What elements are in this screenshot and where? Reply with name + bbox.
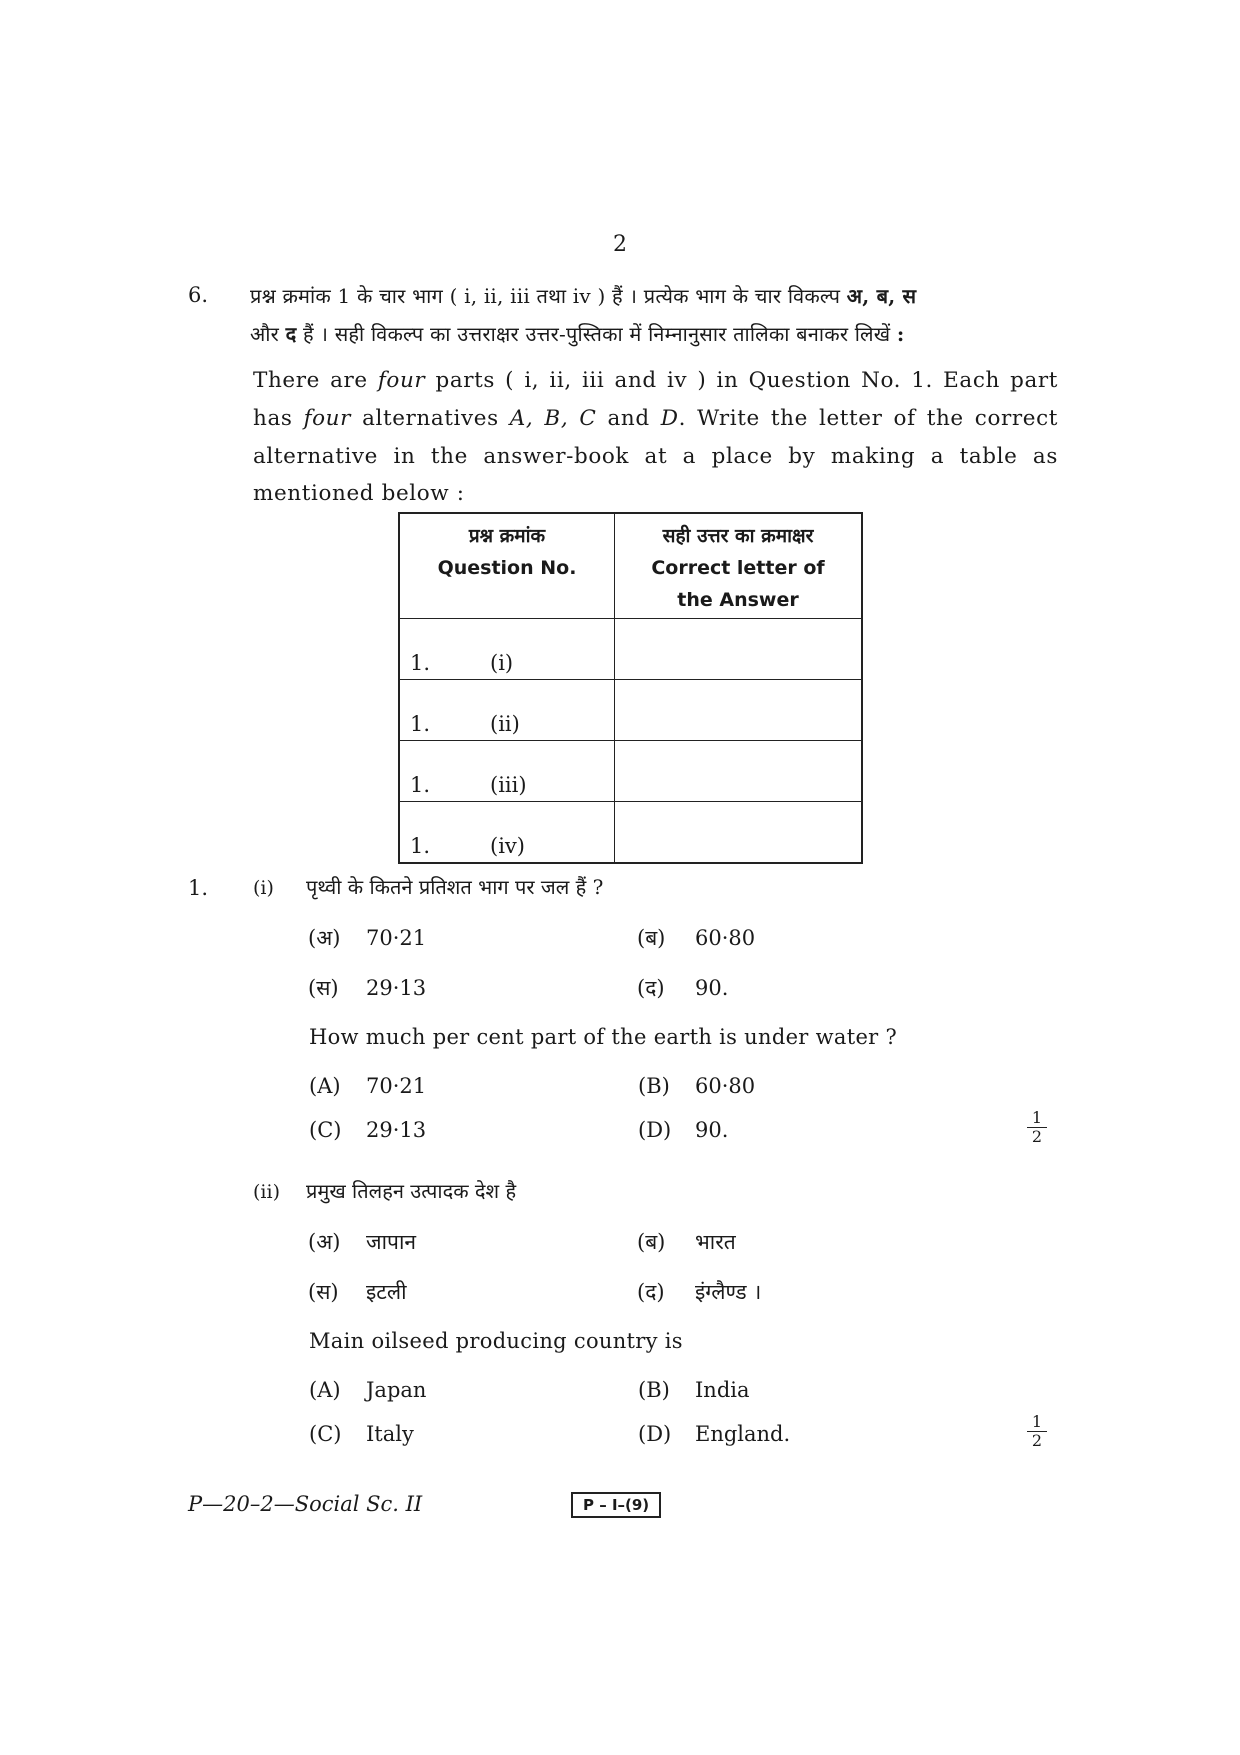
marks-half [1027, 1414, 1047, 1449]
instruction-english [253, 362, 1058, 513]
instruction-en-text: parts ( i, ii, iii and iv ) in Question No. 1. Each part has [253, 368, 1059, 431]
option-label: (B) [638, 1378, 670, 1402]
instruction-hindi-options: अ, ब, स [846, 284, 917, 308]
marks-numerator: 1 [1031, 1412, 1043, 1431]
instruction-en-text: and [596, 405, 661, 431]
marks-denominator: 2 [1031, 1431, 1043, 1450]
option-hi-c [308, 1278, 407, 1306]
table-cell-answer [615, 619, 863, 680]
option-label: (A) [309, 1378, 341, 1402]
row-number: 1. [410, 651, 431, 675]
header-correct-letter [615, 513, 863, 619]
instruction-en-italic: A, B, C [509, 405, 597, 431]
header-correct-letter-hi: सही उत्तर का क्रमाक्षर [662, 525, 814, 547]
option-label: (अ) [308, 1230, 341, 1254]
option-hi-d [637, 974, 728, 1002]
option-label: (स) [308, 1280, 339, 1304]
instruction-en-text: alternatives [351, 405, 510, 431]
option-en-d [638, 1118, 728, 1142]
instruction-hindi-colon: : [896, 322, 905, 346]
option-value: 90. [695, 976, 729, 1000]
table-header-row [399, 513, 862, 619]
option-value: इटली [366, 1280, 407, 1304]
instruction-hindi-line1 [250, 282, 916, 309]
table-cell-answer [615, 741, 863, 802]
option-value: 70·21 [366, 1074, 427, 1098]
option-value: 60·80 [695, 1074, 756, 1098]
option-value: 29·13 [366, 976, 427, 1000]
page-number: 2 [613, 232, 627, 257]
table-cell-question [399, 802, 615, 864]
option-hi-a [308, 924, 426, 952]
table-row [399, 619, 862, 680]
option-en-b [638, 1074, 755, 1098]
answer-table [398, 512, 863, 864]
row-part: (iii) [490, 773, 527, 797]
question-part-i-english: How much per cent part of the earth is under water ? [309, 1025, 898, 1049]
row-part: (iv) [490, 834, 525, 858]
instruction-hindi-line2-pre: और [250, 322, 286, 346]
question-part-ii-english: Main oilseed producing country is [309, 1329, 683, 1353]
option-value: इंग्लैण्ड । [695, 1280, 762, 1304]
option-value: India [695, 1378, 750, 1402]
option-label: (ब) [637, 926, 666, 950]
row-number: 1. [410, 712, 431, 736]
option-hi-a [308, 1228, 416, 1256]
option-label: (A) [309, 1074, 341, 1098]
option-label: (ब) [637, 1230, 666, 1254]
option-value: 60·80 [695, 926, 756, 950]
table-cell-question [399, 741, 615, 802]
instruction-hindi-line1-text: प्रश्न क्रमांक 1 के चार भाग ( i, ii, iii तथा iv ) हैं । प्रत्येक भाग के चार विकल्प [250, 284, 847, 308]
row-part: (i) [490, 651, 514, 675]
row-number: 1. [410, 773, 431, 797]
instruction-en-italic: D [660, 405, 679, 431]
instruction-hindi-line2-text: हैं । सही विकल्प का उत्तराक्षर उत्तर-पुस्तिका में निम्नानुसार तालिका बनाकर लिखें [296, 322, 897, 346]
option-label: (C) [309, 1422, 342, 1446]
option-label: (D) [638, 1118, 672, 1142]
table-cell-answer [615, 802, 863, 864]
table-row [399, 802, 862, 864]
header-correct-letter-en2: the Answer [677, 589, 799, 611]
instruction-en-text: There are [253, 368, 378, 393]
instruction-en-italic: four [303, 405, 352, 431]
option-value: 70·21 [366, 926, 427, 950]
instruction-en-text: . Write the letter of the correct alternative in the answer-book at a place by making a table as mentioned below : [253, 405, 1058, 507]
option-hi-b [637, 924, 755, 952]
paper-code: P—20–2—Social Sc. II [188, 1492, 423, 1516]
option-value: 90. [695, 1118, 729, 1142]
header-question-no [399, 513, 615, 619]
instruction-hindi-line2 [250, 320, 904, 347]
row-number: 1. [410, 834, 431, 858]
instruction-hindi-option-d: द [285, 322, 297, 346]
paper-set-box: P – I–(9) [571, 1492, 661, 1518]
option-label: (द) [637, 976, 665, 1000]
marks-denominator: 2 [1031, 1127, 1043, 1146]
option-value: जापान [366, 1230, 417, 1254]
question-part-i-hindi: पृथ्वी के कितने प्रतिशत भाग पर जल हैं ? [306, 875, 604, 899]
table-cell-question [399, 619, 615, 680]
header-correct-letter-en1: Correct letter of [651, 557, 825, 579]
option-en-a [309, 1074, 426, 1098]
option-hi-b [637, 1228, 736, 1256]
question-part-ii-hindi: प्रमुख तिलहन उत्पादक देश है [306, 1179, 517, 1203]
table-row [399, 680, 862, 741]
table-cell-answer [615, 680, 863, 741]
table-cell-question [399, 680, 615, 741]
option-en-c [309, 1118, 426, 1142]
option-en-b [638, 1378, 750, 1402]
option-hi-d [637, 1278, 761, 1306]
option-label: (D) [638, 1422, 672, 1446]
option-en-a [309, 1378, 426, 1402]
option-value: 29·13 [366, 1118, 427, 1142]
table-row [399, 741, 862, 802]
row-part: (ii) [490, 712, 520, 736]
option-value: England. [695, 1422, 791, 1446]
marks-numerator: 1 [1031, 1108, 1043, 1127]
header-question-no-hi: प्रश्न क्रमांक [468, 525, 546, 547]
option-value: भारत [695, 1230, 736, 1254]
option-en-c [309, 1422, 414, 1446]
question-part-ii-label: (ii) [253, 1181, 280, 1203]
option-label: (स) [308, 976, 339, 1000]
option-en-d [638, 1422, 790, 1446]
option-label: (अ) [308, 926, 341, 950]
option-value: Italy [366, 1422, 414, 1446]
header-question-no-en: Question No. [437, 557, 577, 579]
option-label: (B) [638, 1074, 670, 1098]
option-hi-c [308, 974, 426, 1002]
option-value: Japan [366, 1378, 427, 1402]
question-number: 1. [188, 876, 209, 900]
question-part-i-label: (i) [253, 877, 274, 899]
instruction-en-italic: four [377, 368, 426, 393]
option-label: (C) [309, 1118, 342, 1142]
option-label: (द) [637, 1280, 665, 1304]
marks-half [1027, 1110, 1047, 1145]
instruction-number: 6. [188, 283, 209, 307]
